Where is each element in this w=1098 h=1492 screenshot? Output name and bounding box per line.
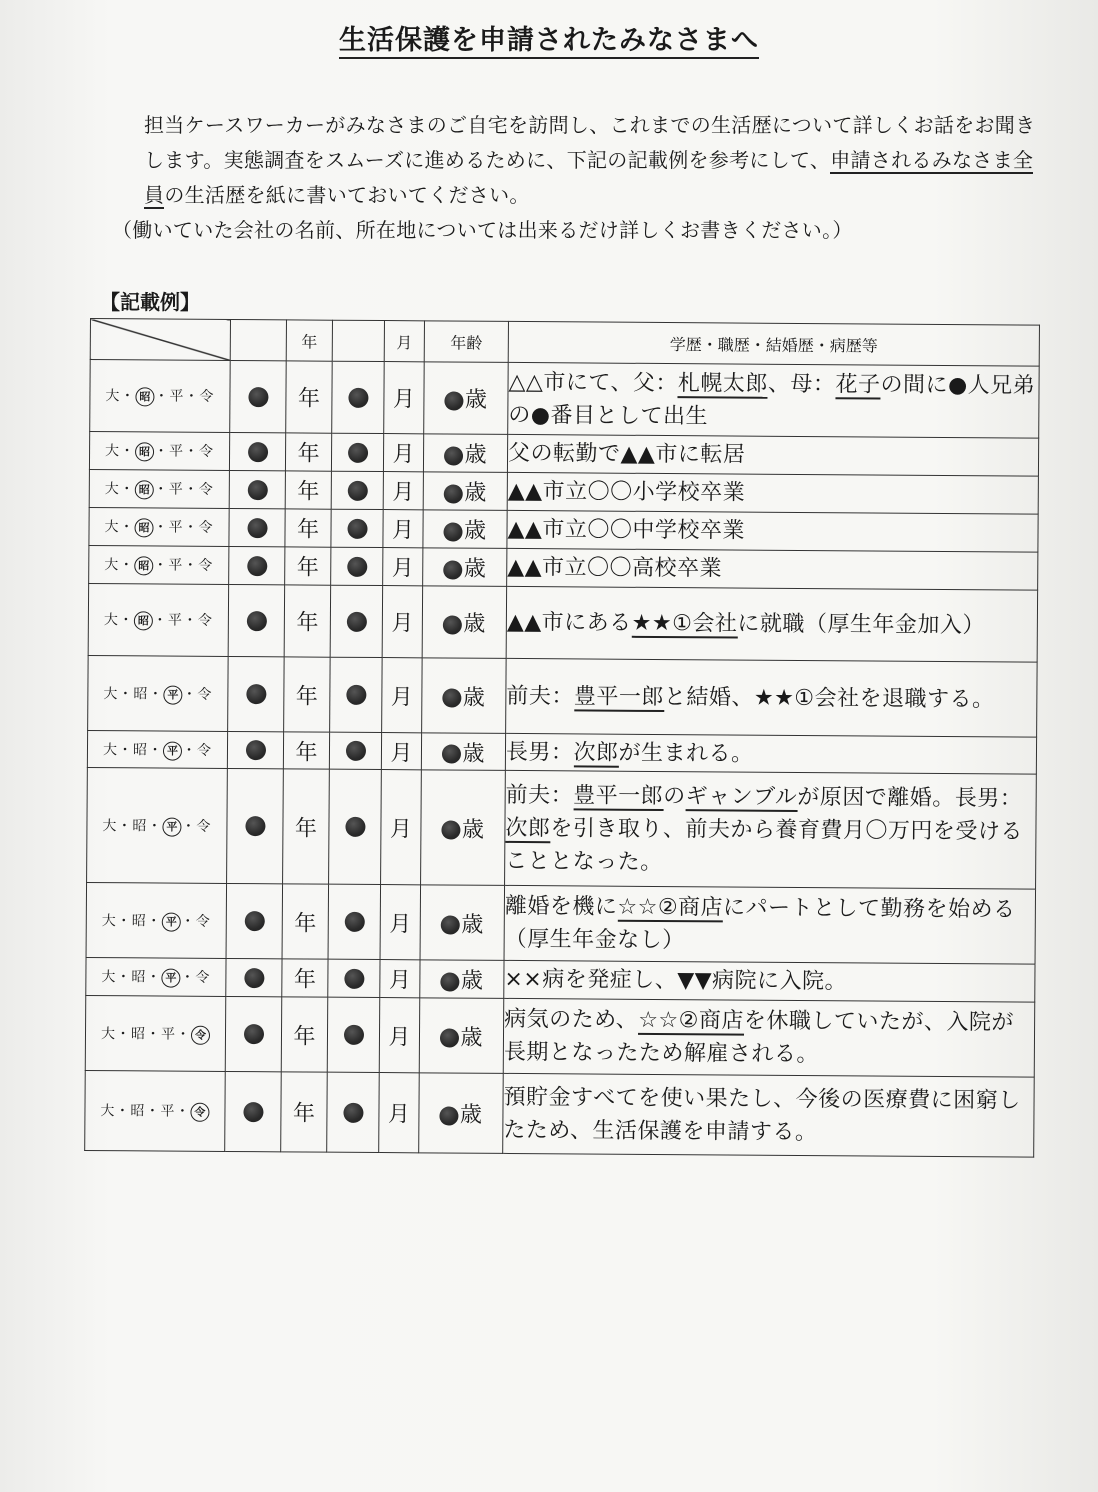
month-unit: 月: [383, 510, 423, 548]
age-unit: 歳: [461, 912, 484, 938]
year-unit: 年: [285, 471, 331, 509]
age-cell: [424, 362, 509, 435]
event-text: 病気のため、: [504, 1006, 639, 1033]
history-event: [504, 960, 1035, 1002]
life-history-table: [84, 318, 1040, 1158]
table-body: [85, 360, 1039, 1158]
age-unit: 歳: [459, 1102, 483, 1128]
event-text: 前夫：: [505, 782, 574, 808]
history-event: [503, 1073, 1035, 1157]
month-value: [331, 433, 383, 471]
header-age: 年齢: [424, 321, 508, 363]
table-row: [89, 545, 1038, 590]
era-option: 平: [160, 1026, 177, 1043]
filled-circle-icon: [244, 968, 264, 988]
event-text: が生まれる。: [618, 740, 754, 767]
era-option: 令: [196, 818, 212, 835]
era-option: 平: [168, 481, 184, 498]
year-value: [229, 508, 285, 546]
era-option: 平: [169, 388, 185, 405]
era-cell: 大・昭・ 平 ・令: [87, 767, 228, 883]
era-option: 平: [168, 519, 184, 536]
era-option: 大: [101, 969, 117, 986]
filled-circle-icon: [346, 612, 366, 632]
history-event: [507, 548, 1038, 590]
era-option: 昭: [132, 817, 148, 834]
intro-underlined-text: 申請されるみなさま全員: [144, 148, 1034, 207]
era-option: 昭: [130, 1103, 146, 1120]
month-value: [329, 732, 381, 769]
era-option: 昭: [130, 1025, 147, 1042]
era-option: 昭: [133, 685, 149, 702]
year-unit: 年: [284, 585, 331, 657]
age-cell: [423, 548, 507, 587]
era-option: 令: [197, 686, 213, 703]
filled-circle-icon: [247, 442, 267, 462]
year-unit: 年: [282, 884, 329, 959]
event-text: が原因で離婚。長男：: [797, 784, 1023, 812]
event-text: を休職していたが、入院が長期となったため解雇される。: [503, 1008, 1015, 1068]
underlined-name: ☆☆②商店: [638, 1007, 744, 1034]
era-cell: 大・ 昭 ・平・令: [89, 469, 229, 508]
age-unit: 歳: [460, 1025, 483, 1051]
age-cell: [423, 510, 507, 549]
year-value: [225, 996, 282, 1071]
year-value: [230, 360, 287, 432]
event-text: 預貯金すべてを使い果たし、今後の医療費に困窮したため、生活保護を申請する。: [503, 1084, 1021, 1145]
filled-circle-icon: [441, 915, 460, 934]
era-cell: 大・ 昭 ・平・令: [89, 432, 229, 471]
age-unit: 歳: [463, 611, 486, 637]
era-selected: 昭: [134, 556, 153, 575]
filled-circle-icon: [442, 744, 461, 763]
header-blank-year: [230, 319, 286, 360]
filled-circle-icon: [440, 1106, 459, 1125]
age-cell: [423, 434, 507, 473]
table-row: [89, 507, 1038, 552]
year-unit: 年: [286, 361, 333, 433]
month-unit: 月: [382, 658, 423, 733]
header-month: 月: [384, 321, 424, 362]
underlined-name: ギャンブル: [685, 783, 798, 810]
month-value: [328, 884, 381, 959]
era-cell: 大・ 昭 ・平・令: [89, 507, 229, 546]
age-cell: [423, 472, 507, 511]
era-option: 令: [198, 481, 214, 498]
age-cell: [419, 1073, 504, 1154]
age-cell: [420, 960, 504, 999]
event-text: ▲▲市立〇〇小学校卒業: [507, 478, 746, 506]
filled-circle-icon: [443, 615, 462, 634]
era-option: 大: [103, 612, 119, 629]
header-era-diagonal: [90, 319, 230, 361]
table-row: [89, 432, 1038, 477]
age-unit: 歳: [463, 518, 487, 544]
month-unit: 月: [383, 548, 423, 586]
filled-circle-icon: [347, 481, 367, 501]
era-option: 昭: [131, 969, 147, 986]
underlined-name: 豊平一郎: [573, 782, 664, 809]
era-cell: 大・ 昭 ・平・令: [88, 583, 228, 656]
year-unit: 年: [285, 433, 331, 471]
underlined-name: 次郎: [573, 739, 619, 766]
era-option: 大: [105, 388, 121, 405]
age-unit: 歳: [463, 556, 486, 582]
era-option: 大: [102, 817, 118, 834]
year-unit: 年: [285, 547, 331, 585]
era-option: 平: [169, 443, 185, 460]
era-cell: 大・ 昭 ・平・令: [90, 360, 230, 433]
era-cell: 大・昭・平・ 令: [85, 1070, 226, 1151]
era-option: 令: [195, 969, 211, 986]
history-event: [507, 472, 1038, 514]
month-unit: 月: [383, 434, 423, 472]
history-event: [503, 998, 1035, 1077]
year-value: [229, 470, 285, 508]
header-year: 年: [286, 320, 332, 361]
header-history: 学歴・職歴・結婚歴・病歴等: [508, 321, 1039, 366]
month-unit: 月: [383, 472, 423, 510]
age-unit: 歳: [462, 741, 485, 767]
filled-circle-icon: [347, 557, 367, 577]
era-option: 令: [195, 913, 211, 930]
history-event: [507, 510, 1038, 552]
age-cell: [421, 733, 505, 771]
table-header-row: [90, 319, 1039, 367]
filled-circle-icon: [248, 387, 268, 407]
event-text: 、母：: [767, 371, 836, 397]
era-selected: 平: [161, 969, 180, 988]
era-option: 平: [168, 557, 184, 574]
table-row: [89, 469, 1038, 514]
event-text: 長男：: [505, 739, 574, 765]
month-value: [330, 585, 383, 657]
event-text: ××病を発症し、▼▼病院に入院。: [504, 966, 848, 995]
age-cell: [422, 658, 507, 734]
year-unit: 年: [283, 732, 329, 769]
table-row: [85, 1070, 1035, 1157]
era-selected: 平: [163, 685, 182, 704]
history-event: [508, 362, 1039, 438]
document-title: 生活保護を申請されたみなさまへ: [0, 18, 1098, 57]
year-value: [225, 1071, 282, 1151]
era-selected: 平: [162, 817, 181, 836]
era-cell: 大・昭・ 平 ・令: [86, 957, 226, 996]
table-row: [86, 957, 1035, 1002]
intro-note: （働いていた会社の名前、所在地については出来るだけ詳しくお書きください。）: [112, 218, 853, 242]
filled-circle-icon: [245, 816, 265, 836]
year-value: [227, 731, 283, 768]
event-text: ▲▲市立〇〇高校卒業: [507, 554, 723, 582]
era-cell: 大・ 昭 ・平・令: [89, 545, 229, 584]
era-selected: 令: [190, 1103, 209, 1122]
year-unit: 年: [281, 997, 328, 1072]
era-option: 大: [104, 519, 120, 536]
filled-circle-icon: [243, 1102, 263, 1122]
era-cell: 大・昭・ 平 ・令: [88, 655, 229, 731]
underlined-name: 次郎: [505, 815, 551, 841]
intro-paragraph: [112, 108, 1042, 248]
era-selected: 昭: [135, 442, 154, 461]
era-selected: 令: [191, 1025, 210, 1044]
era-option: 大: [105, 443, 121, 460]
era-option: 昭: [131, 912, 147, 929]
era-option: 大: [104, 481, 120, 498]
year-unit: 年: [285, 509, 331, 547]
event-text: ▲▲市にある: [506, 609, 632, 636]
year-unit: 年: [281, 1072, 328, 1152]
filled-circle-icon: [347, 443, 367, 463]
era-option: 令: [196, 742, 213, 759]
filled-circle-icon: [246, 684, 266, 704]
month-unit: 月: [384, 362, 425, 434]
era-option: 大: [100, 1103, 116, 1120]
filled-circle-icon: [344, 969, 364, 989]
filled-circle-icon: [246, 611, 266, 631]
month-value: [329, 769, 382, 884]
age-unit: 歳: [464, 387, 488, 413]
event-text: 離婚を機に: [504, 893, 618, 920]
event-text: 前夫：: [506, 683, 574, 709]
year-value: [226, 958, 282, 996]
filled-circle-icon: [445, 391, 464, 410]
month-unit: 月: [381, 733, 421, 770]
era-selected: 平: [163, 741, 182, 760]
filled-circle-icon: [444, 446, 463, 465]
filled-circle-icon: [346, 685, 366, 705]
month-value: [332, 361, 385, 433]
era-selected: 昭: [134, 518, 153, 537]
history-event: [505, 770, 1037, 889]
age-unit: 歳: [460, 968, 483, 994]
month-value: [331, 509, 383, 547]
era-option: 大: [104, 557, 120, 574]
month-value: [330, 657, 383, 732]
era-option: 大: [102, 741, 119, 758]
era-selected: 昭: [135, 480, 154, 499]
era-option: 令: [197, 612, 213, 629]
filled-circle-icon: [444, 522, 463, 541]
era-option: 令: [198, 557, 214, 574]
era-option: 令: [199, 443, 215, 460]
event-text: の間に●人兄弟の●番目として出生: [508, 372, 1036, 429]
age-unit: 歳: [461, 817, 485, 843]
event-text: に就職（厚生年金加入）: [737, 611, 985, 639]
age-cell: [421, 770, 506, 886]
month-unit: 月: [382, 586, 423, 658]
age-cell: [420, 885, 505, 961]
filled-circle-icon: [344, 912, 364, 932]
year-unit: 年: [283, 769, 330, 884]
age-unit: 歳: [464, 442, 487, 468]
month-value: [331, 547, 383, 585]
era-option: 平: [167, 612, 183, 629]
era-selected: 平: [162, 912, 181, 931]
year-value: [228, 656, 285, 731]
age-unit: 歳: [462, 685, 485, 711]
era-option: 令: [198, 519, 214, 536]
filled-circle-icon: [345, 741, 365, 761]
month-unit: 月: [379, 1073, 420, 1153]
filled-circle-icon: [245, 740, 265, 760]
month-unit: 月: [380, 960, 420, 998]
era-option: 大: [100, 1025, 117, 1042]
intro-text: 担当ケースワーカーがみなさまのご自宅を訪問し、これまでの生活歴について詳しくお話をお聞きします。実態調査をスムーズに進めるために、下記の記載例を参考にして、申請されるみなさま全員の生活歴を紙に書いておいてください。: [144, 113, 1036, 207]
era-selected: 昭: [134, 611, 153, 630]
era-option: 昭: [132, 741, 149, 758]
month-value: [327, 1072, 380, 1152]
example-label: 【記載例】: [100, 290, 200, 314]
era-option: 平: [160, 1103, 176, 1120]
table-row: [88, 583, 1037, 662]
event-text: にパートとして勤務を始める（厚生年金なし）: [504, 895, 1016, 954]
underlined-name: 花子: [835, 371, 881, 398]
table-row: [87, 767, 1037, 889]
underlined-name: ☆☆②商店: [617, 894, 724, 921]
table-row: [88, 655, 1038, 737]
filled-circle-icon: [347, 519, 367, 539]
filled-circle-icon: [345, 817, 365, 837]
era-cell: 大・昭・平・ 令: [85, 995, 226, 1071]
year-value: [228, 584, 285, 656]
era-selected: 昭: [135, 387, 154, 406]
era-option: 令: [199, 388, 215, 405]
age-unit: 歳: [464, 480, 487, 506]
history-event: [506, 658, 1038, 737]
event-text: △△市にて、父：: [508, 369, 679, 396]
underlined-name: ★★①会社: [631, 610, 738, 637]
filled-circle-icon: [343, 1025, 363, 1045]
filled-circle-icon: [440, 1028, 459, 1047]
history-event: [506, 586, 1037, 662]
history-event: [507, 434, 1038, 476]
filled-circle-icon: [444, 484, 463, 503]
event-text: を引き取り、前夫から養育費月〇万円を受けることとなった。: [505, 815, 1024, 875]
history-event: [505, 733, 1036, 774]
month-value: [331, 471, 383, 509]
filled-circle-icon: [243, 1024, 263, 1044]
filled-circle-icon: [343, 1103, 363, 1123]
era-cell: 大・昭・ 平 ・令: [86, 882, 227, 958]
era-cell: 大・昭・ 平 ・令: [87, 730, 227, 768]
table-row: [86, 882, 1036, 964]
age-cell: [419, 998, 504, 1074]
month-unit: 月: [381, 770, 422, 885]
filled-circle-icon: [441, 972, 460, 991]
underlined-name: 札幌太郎: [677, 370, 769, 397]
year-value: [229, 546, 285, 584]
header-blank-month: [332, 320, 384, 361]
age-cell: [422, 586, 507, 659]
filled-circle-icon: [247, 556, 267, 576]
filled-circle-icon: [443, 688, 462, 707]
event-text: ▲▲市立〇〇中学校卒業: [507, 516, 745, 544]
year-value: [226, 883, 283, 958]
filled-circle-icon: [348, 388, 368, 408]
era-option: 大: [101, 912, 117, 929]
filled-circle-icon: [444, 560, 463, 579]
year-unit: 年: [282, 959, 328, 997]
table-row: [90, 360, 1039, 439]
filled-circle-icon: [247, 480, 267, 500]
year-unit: 年: [284, 657, 331, 732]
underlined-name: 豊平一郎: [573, 683, 664, 710]
month-unit: 月: [380, 885, 421, 960]
history-event: [504, 885, 1036, 964]
table-row: [85, 995, 1035, 1077]
filled-circle-icon: [244, 911, 264, 931]
year-value: [227, 768, 284, 883]
era-option: 大: [103, 685, 119, 702]
filled-circle-icon: [442, 820, 461, 839]
event-text: の: [663, 783, 686, 809]
event-text: と結婚、★★①会社を退職する。: [663, 684, 995, 712]
filled-circle-icon: [247, 518, 267, 538]
event-text: 父の転勤で▲▲市に転居: [507, 440, 746, 468]
year-value: [229, 432, 285, 470]
month-unit: 月: [379, 998, 420, 1073]
month-value: [327, 997, 380, 1072]
month-value: [328, 959, 380, 997]
